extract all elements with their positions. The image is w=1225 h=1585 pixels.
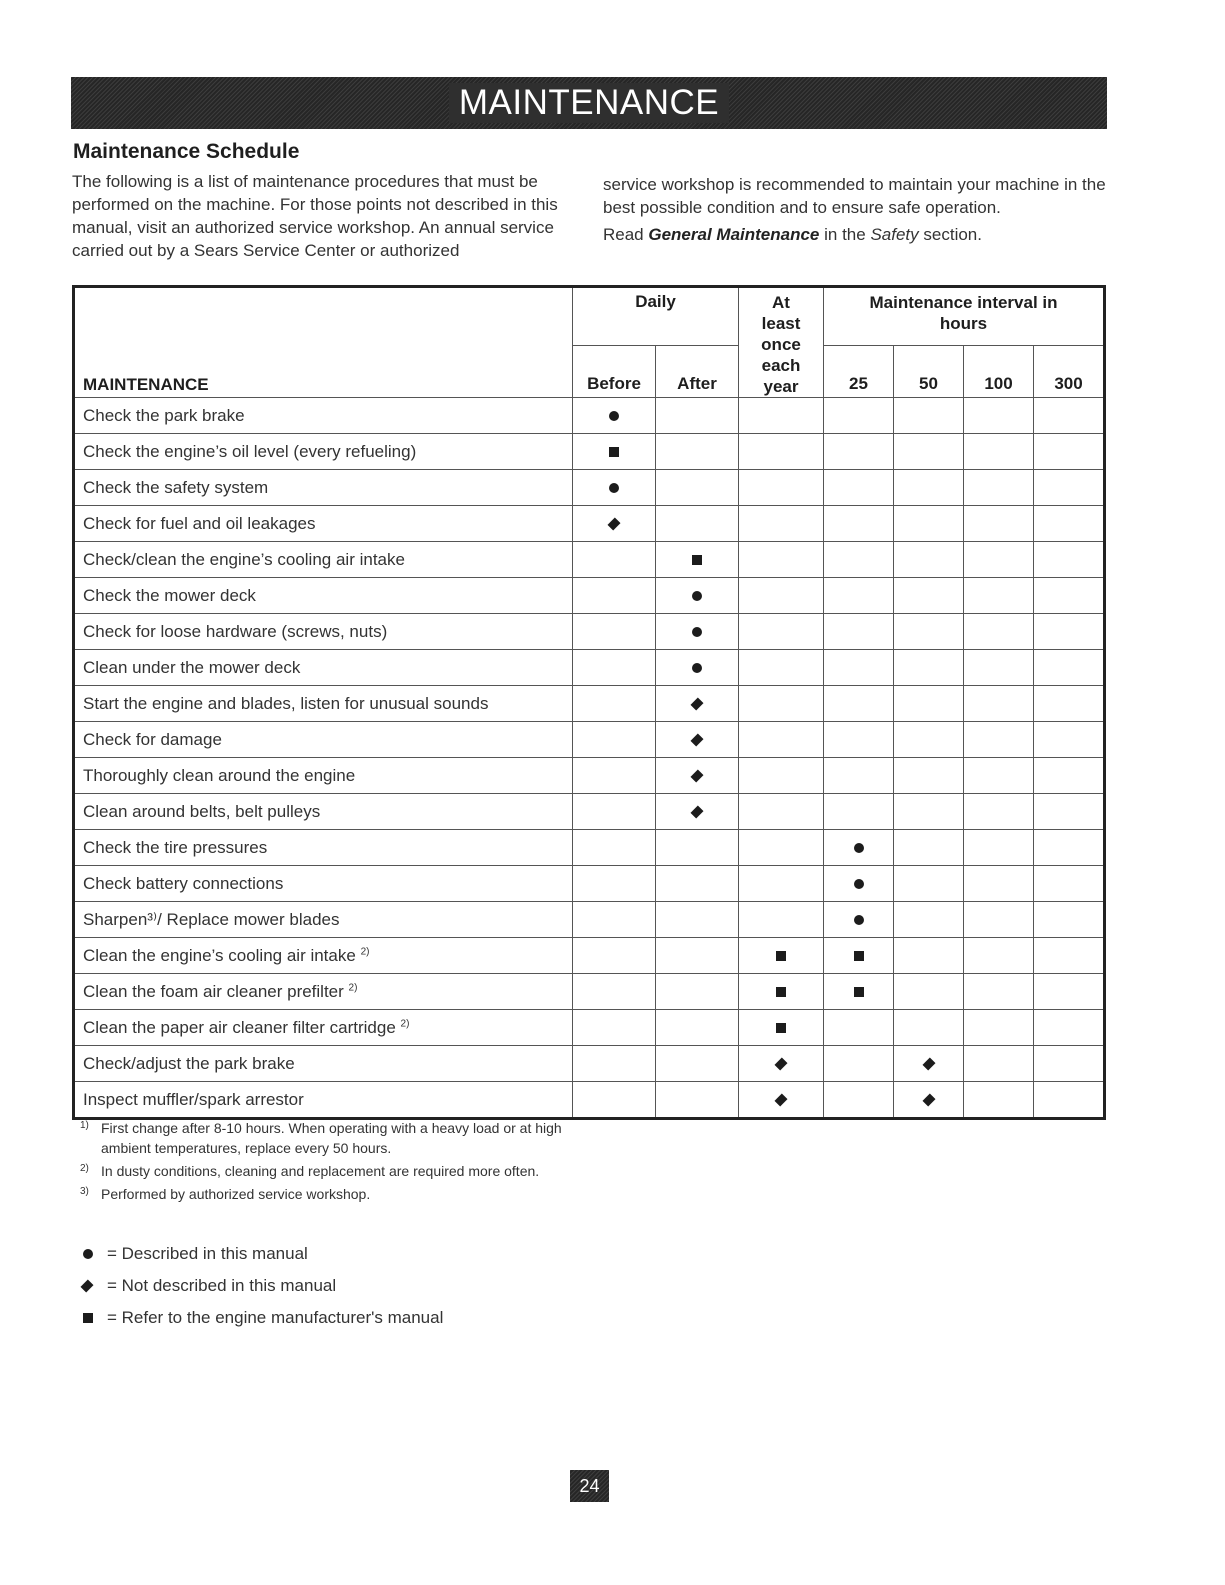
mark-cell-300-hours (1034, 830, 1105, 866)
mark-cell-100-hours (964, 398, 1034, 434)
footnote-number: 3) (80, 1186, 89, 1197)
mark-cell-after (656, 974, 739, 1010)
page-number: 24 (570, 1470, 609, 1502)
mark-cell-before (573, 434, 656, 470)
table-row (74, 902, 1105, 938)
mark-cell-before (573, 794, 656, 830)
dot-icon (692, 627, 702, 637)
task-cell (74, 758, 573, 794)
mark-cell-yearly (739, 758, 824, 794)
mark-cell-300-hours (1034, 902, 1105, 938)
intro-left-text: The following is a list of maintenance procedures that must be performed on the machine. For those points not described in this manual, visit an authorized service workshop. An annual service carried out by a Sears Service Center or authorized (72, 172, 558, 260)
mark-cell-300-hours (1034, 578, 1105, 614)
diamond-icon (775, 1094, 788, 1107)
mark-cell-100-hours (964, 830, 1034, 866)
mark-cell-300-hours (1034, 974, 1105, 1010)
diamond-icon (922, 1058, 935, 1071)
mark-cell-yearly (739, 1010, 824, 1046)
mark-cell-after (656, 866, 739, 902)
mark-cell-300-hours (1034, 542, 1105, 578)
mark-cell-100-hours (964, 506, 1034, 542)
mark-cell-before (573, 722, 656, 758)
mark-cell-yearly (739, 794, 824, 830)
mark-cell-300-hours (1034, 1010, 1105, 1046)
mark-cell-100-hours (964, 974, 1034, 1010)
mark-cell-yearly (739, 722, 824, 758)
mark-cell-after (656, 470, 739, 506)
mark-cell-300-hours (1034, 938, 1105, 974)
diamond-icon (690, 698, 703, 711)
task-label: Check the mower deck (83, 585, 256, 605)
header-interval-text: Maintenance interval in hours (869, 293, 1058, 333)
header-100-hours: 100 (964, 346, 1034, 398)
mark-cell-after (656, 614, 739, 650)
table-row (74, 614, 1105, 650)
task-label: Sharpen³⁾/ Replace mower blades (83, 909, 340, 929)
symbol-legend (83, 1238, 443, 1334)
table-row (74, 434, 1105, 470)
table-row (74, 1046, 1105, 1082)
schedule-rows (74, 398, 1105, 1119)
mark-cell-25-hours (824, 614, 894, 650)
table-row (74, 1010, 1105, 1046)
task-cell (74, 1082, 573, 1119)
read-suffix: section. (923, 225, 982, 244)
task-cell (74, 902, 573, 938)
mark-cell-25-hours (824, 1046, 894, 1082)
mark-cell-100-hours (964, 866, 1034, 902)
dot-icon (854, 843, 864, 853)
footnote-3 (80, 1184, 580, 1204)
banner-title: MAINTENANCE (449, 83, 729, 123)
safety-ref: Safety (870, 225, 919, 244)
mark-cell-yearly (739, 974, 824, 1010)
mark-cell-50-hours (894, 1046, 964, 1082)
read-prefix: Read (603, 225, 644, 244)
mark-cell-25-hours (824, 506, 894, 542)
task-label: Check/adjust the park brake (83, 1053, 295, 1073)
section-banner (71, 77, 1107, 129)
mark-cell-50-hours (894, 650, 964, 686)
footnote-2 (80, 1161, 580, 1181)
header-maintenance-interval (824, 287, 1105, 346)
mark-cell-25-hours (824, 470, 894, 506)
task-label: Clean around belts, belt pulleys (83, 801, 321, 821)
task-label: Clean the foam air cleaner prefilter (83, 981, 344, 1001)
footnote-ref: 2) (400, 1017, 410, 1029)
mark-cell-after (656, 1010, 739, 1046)
task-label: Check/clean the engine’s cooling air intake (83, 549, 405, 569)
mark-cell-yearly (739, 1046, 824, 1082)
mark-cell-25-hours (824, 902, 894, 938)
mark-cell-before (573, 1010, 656, 1046)
maintenance-schedule-table (72, 285, 1106, 1120)
mark-cell-300-hours (1034, 650, 1105, 686)
diamond-icon (690, 770, 703, 783)
table-row (74, 1082, 1105, 1119)
footnote-text: In dusty conditions, cleaning and replacement are required more often. (101, 1163, 540, 1179)
mark-cell-after (656, 938, 739, 974)
mark-cell-after (656, 1082, 739, 1119)
task-label: Check the safety system (83, 477, 269, 497)
mark-cell-25-hours (824, 794, 894, 830)
mark-cell-after (656, 434, 739, 470)
mark-cell-25-hours (824, 1010, 894, 1046)
mark-cell-before (573, 974, 656, 1010)
footnotes (80, 1118, 580, 1207)
dot-icon (854, 915, 864, 925)
mark-cell-300-hours (1034, 866, 1105, 902)
mark-cell-after (656, 1046, 739, 1082)
task-cell (74, 1010, 573, 1046)
mark-cell-25-hours (824, 1082, 894, 1119)
task-label: Check battery connections (83, 873, 284, 893)
mark-cell-300-hours (1034, 506, 1105, 542)
read-safety-line (603, 223, 1109, 246)
task-label: Check for fuel and oil leakages (83, 513, 316, 533)
dot-icon (609, 483, 619, 493)
mark-cell-yearly (739, 938, 824, 974)
mark-cell-300-hours (1034, 470, 1105, 506)
task-label: Inspect muffler/spark arrestor (83, 1089, 304, 1109)
task-cell (74, 686, 573, 722)
mark-cell-yearly (739, 830, 824, 866)
mark-cell-25-hours (824, 866, 894, 902)
mark-cell-before (573, 578, 656, 614)
square-icon (776, 987, 786, 997)
task-cell (74, 1046, 573, 1082)
mark-cell-100-hours (964, 794, 1034, 830)
task-label: Check the engine’s oil level (every refueling) (83, 441, 417, 461)
mark-cell-yearly (739, 434, 824, 470)
mark-cell-100-hours (964, 902, 1034, 938)
mark-cell-100-hours (964, 686, 1034, 722)
header-25-hours: 25 (824, 346, 894, 398)
footnote-1 (80, 1118, 580, 1158)
table-row (74, 506, 1105, 542)
intro-left-column (72, 170, 572, 262)
mark-cell-before (573, 758, 656, 794)
intro-right-column (603, 173, 1109, 246)
mark-cell-100-hours (964, 1046, 1034, 1082)
mark-cell-50-hours (894, 578, 964, 614)
footnote-text: First change after 8-10 hours. When operating with a heavy load or at high ambient temperatures, replace every 50 hours. (101, 1120, 562, 1156)
mark-cell-25-hours (824, 398, 894, 434)
mark-cell-25-hours (824, 578, 894, 614)
dot-icon (854, 879, 864, 889)
mark-cell-300-hours (1034, 722, 1105, 758)
mark-cell-25-hours (824, 434, 894, 470)
diamond-icon (690, 734, 703, 747)
table-row (74, 938, 1105, 974)
footnote-ref: 2) (348, 981, 358, 993)
task-cell (74, 974, 573, 1010)
mark-cell-300-hours (1034, 614, 1105, 650)
mark-cell-yearly (739, 398, 824, 434)
mark-cell-25-hours (824, 650, 894, 686)
mark-cell-50-hours (894, 866, 964, 902)
square-icon (776, 951, 786, 961)
square-icon (854, 951, 864, 961)
mark-cell-after (656, 506, 739, 542)
mark-cell-25-hours (824, 830, 894, 866)
mark-cell-50-hours (894, 614, 964, 650)
task-cell (74, 470, 573, 506)
mark-cell-before (573, 686, 656, 722)
legend-row-square (83, 1302, 443, 1334)
task-label: Start the engine and blades, listen for unusual sounds (83, 693, 489, 713)
task-label: Check the park brake (83, 405, 245, 425)
task-cell (74, 938, 573, 974)
diamond-icon (922, 1094, 935, 1107)
table-row (74, 866, 1105, 902)
intro-right-text: service workshop is recommended to maintain your machine in the best possible condition and to ensure safe operation. (603, 175, 1106, 217)
mark-cell-after (656, 902, 739, 938)
mark-cell-yearly (739, 1082, 824, 1119)
mark-cell-yearly (739, 578, 824, 614)
mark-cell-yearly (739, 686, 824, 722)
task-cell (74, 650, 573, 686)
table-row (74, 578, 1105, 614)
mark-cell-after (656, 758, 739, 794)
header-50-hours: 50 (894, 346, 964, 398)
diamond-icon (775, 1058, 788, 1071)
mark-cell-50-hours (894, 434, 964, 470)
footnote-text: Performed by authorized service workshop. (101, 1186, 371, 1202)
mark-cell-after (656, 542, 739, 578)
square-icon (854, 987, 864, 997)
diamond-icon (690, 806, 703, 819)
footnote-number: 1) (80, 1120, 89, 1131)
mark-cell-before (573, 938, 656, 974)
mark-cell-50-hours (894, 398, 964, 434)
mark-cell-yearly (739, 542, 824, 578)
mark-cell-yearly (739, 866, 824, 902)
mark-cell-before (573, 506, 656, 542)
table-row (74, 794, 1105, 830)
mark-cell-50-hours (894, 938, 964, 974)
task-cell (74, 542, 573, 578)
table-row (74, 542, 1105, 578)
mark-cell-after (656, 722, 739, 758)
table-row (74, 686, 1105, 722)
mark-cell-25-hours (824, 938, 894, 974)
mark-cell-after (656, 650, 739, 686)
mark-cell-100-hours (964, 938, 1034, 974)
legend-row-dot (83, 1238, 443, 1270)
header-yearly (739, 287, 824, 398)
mark-cell-300-hours (1034, 794, 1105, 830)
table-row (74, 722, 1105, 758)
mark-cell-yearly (739, 470, 824, 506)
legend-text: = Not described in this manual (107, 1276, 337, 1295)
dot-icon (83, 1249, 93, 1259)
task-cell (74, 866, 573, 902)
mark-cell-after (656, 794, 739, 830)
mark-cell-25-hours (824, 542, 894, 578)
task-label: Clean under the mower deck (83, 657, 301, 677)
mark-cell-100-hours (964, 578, 1034, 614)
mark-cell-100-hours (964, 434, 1034, 470)
mark-cell-after (656, 686, 739, 722)
square-icon (609, 447, 619, 457)
task-label: Check the tire pressures (83, 837, 268, 857)
task-cell (74, 578, 573, 614)
legend-row-diamond (83, 1270, 443, 1302)
task-cell (74, 506, 573, 542)
footnote-ref: 2) (360, 945, 370, 957)
mark-cell-25-hours (824, 974, 894, 1010)
mark-cell-before (573, 542, 656, 578)
mark-cell-before (573, 614, 656, 650)
mark-cell-100-hours (964, 542, 1034, 578)
diamond-icon (80, 1279, 93, 1292)
header-after: After (656, 346, 739, 398)
dot-icon (609, 411, 619, 421)
dot-icon (692, 663, 702, 673)
header-maintenance: MAINTENANCE (74, 346, 573, 398)
square-icon (83, 1313, 93, 1323)
mark-cell-50-hours (894, 470, 964, 506)
mark-cell-before (573, 1046, 656, 1082)
mark-cell-yearly (739, 902, 824, 938)
mark-cell-50-hours (894, 1010, 964, 1046)
task-cell (74, 434, 573, 470)
mark-cell-50-hours (894, 1082, 964, 1119)
table-row (74, 398, 1105, 434)
mark-cell-before (573, 398, 656, 434)
mark-cell-50-hours (894, 974, 964, 1010)
diamond-icon (607, 518, 620, 531)
mark-cell-before (573, 866, 656, 902)
task-label: Thoroughly clean around the engine (83, 765, 356, 785)
task-cell (74, 398, 573, 434)
mark-cell-300-hours (1034, 1046, 1105, 1082)
mark-cell-300-hours (1034, 434, 1105, 470)
mark-cell-300-hours (1034, 1082, 1105, 1119)
task-cell (74, 722, 573, 758)
mark-cell-100-hours (964, 1082, 1034, 1119)
mark-cell-yearly (739, 506, 824, 542)
mark-cell-100-hours (964, 650, 1034, 686)
mark-cell-before (573, 830, 656, 866)
mark-cell-yearly (739, 614, 824, 650)
mark-cell-yearly (739, 650, 824, 686)
mark-cell-300-hours (1034, 686, 1105, 722)
mark-cell-before (573, 470, 656, 506)
mark-cell-50-hours (894, 542, 964, 578)
mark-cell-100-hours (964, 614, 1034, 650)
square-icon (692, 555, 702, 565)
mark-cell-50-hours (894, 686, 964, 722)
mark-cell-100-hours (964, 758, 1034, 794)
mark-cell-50-hours (894, 758, 964, 794)
mark-cell-25-hours (824, 686, 894, 722)
legend-text: = Described in this manual (107, 1244, 308, 1263)
table-row (74, 650, 1105, 686)
mark-cell-after (656, 398, 739, 434)
mark-cell-25-hours (824, 722, 894, 758)
mark-cell-50-hours (894, 794, 964, 830)
table-row (74, 758, 1105, 794)
header-year-text: At least once each year (761, 293, 801, 396)
mark-cell-after (656, 578, 739, 614)
mark-cell-after (656, 830, 739, 866)
dot-icon (692, 591, 702, 601)
task-label: Clean the paper air cleaner filter cartridge (83, 1017, 396, 1037)
read-mid: in the (824, 225, 866, 244)
task-label: Clean the engine’s cooling air intake (83, 945, 356, 965)
task-cell (74, 794, 573, 830)
header-blank-cell (74, 287, 573, 346)
header-before: Before (573, 346, 656, 398)
header-daily: Daily (573, 287, 739, 346)
mark-cell-before (573, 902, 656, 938)
task-cell (74, 614, 573, 650)
table-row (74, 830, 1105, 866)
section-title: Maintenance Schedule (73, 140, 300, 163)
mark-cell-50-hours (894, 722, 964, 758)
mark-cell-before (573, 1082, 656, 1119)
table-row (74, 470, 1105, 506)
mark-cell-100-hours (964, 1010, 1034, 1046)
mark-cell-50-hours (894, 830, 964, 866)
task-cell (74, 830, 573, 866)
mark-cell-300-hours (1034, 398, 1105, 434)
header-300-hours: 300 (1034, 346, 1105, 398)
task-label: Check for damage (83, 729, 222, 749)
task-label: Check for loose hardware (screws, nuts) (83, 621, 388, 641)
mark-cell-25-hours (824, 758, 894, 794)
mark-cell-300-hours (1034, 758, 1105, 794)
legend-text: = Refer to the engine manufacturer's manual (107, 1308, 444, 1327)
mark-cell-100-hours (964, 722, 1034, 758)
mark-cell-50-hours (894, 506, 964, 542)
footnote-number: 2) (80, 1163, 89, 1174)
general-maintenance-ref: General Maintenance (648, 225, 820, 244)
mark-cell-100-hours (964, 470, 1034, 506)
mark-cell-50-hours (894, 902, 964, 938)
table-row (74, 974, 1105, 1010)
square-icon (776, 1023, 786, 1033)
mark-cell-before (573, 650, 656, 686)
